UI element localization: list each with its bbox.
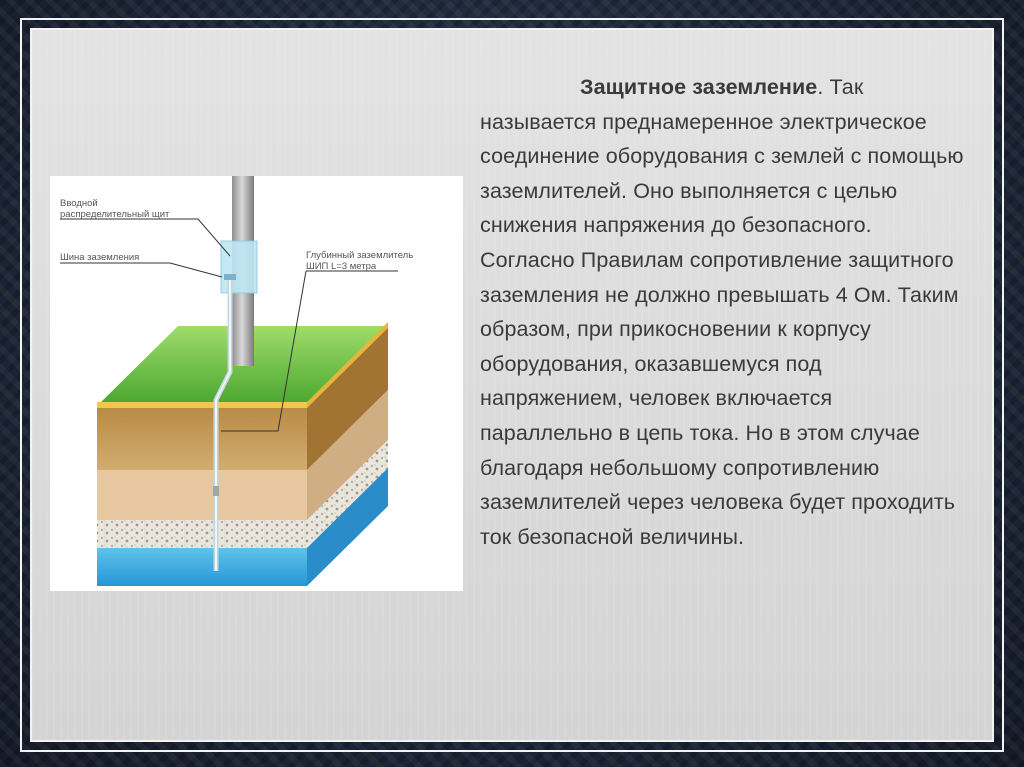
grounding-diagram bbox=[50, 176, 463, 591]
term-definition: . Так называется преднамеренное электрическое соединение оборудования с землей с помощью заземлителей. Оно выполняется с целью снижения напряжения до безопасного. Согласно Правилам сопротивление защитного заземления не должно превышать 4 Ом. Таким образом, при прикосновении к корпусу оборудования, оказавшемуся под напряжением, человек включается параллельно в цепь тока. Но в этом случае благодаря небольшому сопротивлению заземлителей через человека будет проходить ток безопасной величины. bbox=[480, 75, 964, 549]
label-ground-bus: Шина заземления bbox=[60, 252, 140, 263]
label-panel-line2: распределительный щит bbox=[60, 209, 170, 220]
label-panel-line1: Вводной bbox=[60, 198, 98, 209]
label-electrode-line2: ШИП L=3 метра bbox=[306, 261, 377, 272]
distribution-panel-icon bbox=[221, 241, 257, 293]
label-electrode-line1: Глубинный заземлитель bbox=[306, 250, 414, 261]
slide-body-text bbox=[480, 70, 970, 554]
soil-front-face bbox=[97, 406, 307, 586]
term-heading: Защитное заземление bbox=[580, 75, 818, 99]
